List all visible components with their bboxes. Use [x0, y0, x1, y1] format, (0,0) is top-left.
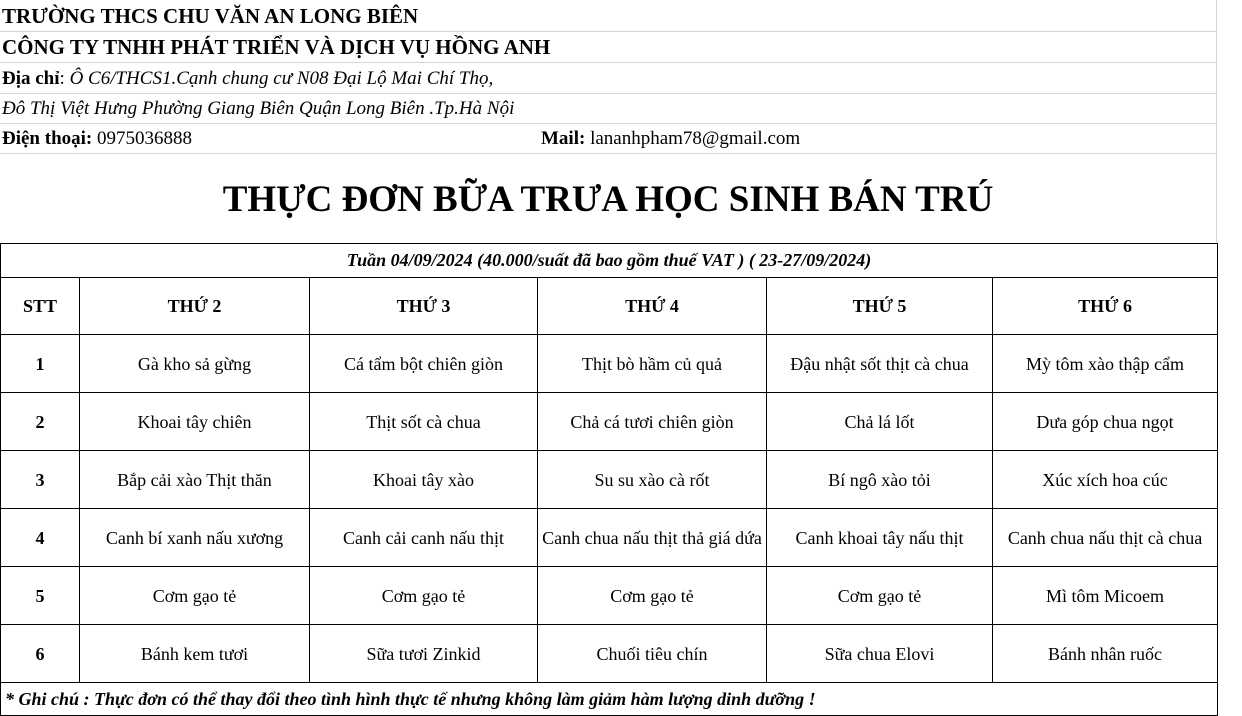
- dish-cell: Cá tẩm bột chiên giòn: [310, 335, 538, 393]
- mail-address: lananhpham78@gmail.com: [590, 128, 801, 149]
- dish-cell: Canh bí xanh nấu xương: [80, 509, 310, 567]
- school-name: TRƯỜNG THCS CHU VĂN AN LONG BIÊN: [0, 0, 1216, 32]
- company-name: CÔNG TY TNHH PHÁT TRIỂN VÀ DỊCH VỤ HỒNG ANH: [0, 32, 1216, 63]
- header-row: [1, 278, 1218, 335]
- note-text: * Ghi chú : Thực đơn có thể thay đổi theo tình hình thực tế nhưng không làm giảm hàm lượng dinh dưỡng !: [1, 683, 1218, 716]
- address-line-1: Địa chỉ: Ô C6/THCS1.Cạnh chung cư N08 Đại Lộ Mai Chí Thọ,: [0, 63, 1216, 94]
- dish-cell: Sữa chua Elovi: [767, 625, 993, 683]
- row-number: 4: [1, 509, 80, 567]
- dish-cell: Cơm gạo tẻ: [767, 567, 993, 625]
- dish-cell: Cơm gạo tẻ: [538, 567, 767, 625]
- dish-cell: Chả cá tươi chiên giòn: [538, 393, 767, 451]
- column-header-day: THỨ 5: [767, 278, 993, 335]
- column-header-day: THỨ 4: [538, 278, 767, 335]
- table-row: [1, 335, 1218, 393]
- dish-cell: Chuối tiêu chín: [538, 625, 767, 683]
- row-number: 5: [1, 567, 80, 625]
- mail-label: Mail:: [541, 128, 586, 149]
- mail-block: [541, 124, 800, 154]
- dish-cell: Canh chua nấu thịt cà chua: [993, 509, 1218, 567]
- row-number: 2: [1, 393, 80, 451]
- dish-cell: Su su xào cà rốt: [538, 451, 767, 509]
- column-header-day: THỨ 3: [310, 278, 538, 335]
- dish-cell: Thịt sốt cà chua: [310, 393, 538, 451]
- dish-cell: Canh chua nấu thịt thả giá dứa: [538, 509, 767, 567]
- week-row: [1, 244, 1218, 278]
- dish-cell: Dưa góp chua ngọt: [993, 393, 1218, 451]
- address-label: Địa chỉ: [2, 68, 60, 89]
- dish-cell: Khoai tây chiên: [80, 393, 310, 451]
- dish-cell: Đậu nhật sốt thịt cà chua: [767, 335, 993, 393]
- dish-cell: Bánh kem tươi: [80, 625, 310, 683]
- table-row: [1, 451, 1218, 509]
- week-label: Tuần 04/09/2024 (40.000/suất đã bao gồm thuế VAT ) ( 23-27/09/2024): [1, 244, 1218, 278]
- table-row: [1, 393, 1218, 451]
- dish-cell: Mì tôm Micoem: [993, 567, 1218, 625]
- phone-label: Điện thoại:: [2, 128, 93, 149]
- dish-cell: Gà kho sả gừng: [80, 335, 310, 393]
- dish-cell: Mỳ tôm xào thập cẩm: [993, 335, 1218, 393]
- phone-number: 0975036888: [97, 128, 192, 149]
- menu-table: [0, 243, 1218, 716]
- row-number: 6: [1, 625, 80, 683]
- sheet-edge: [1216, 0, 1217, 243]
- address-line-2: Đô Thị Việt Hưng Phường Giang Biên Quận Long Biên .Tp.Hà Nội: [0, 94, 1216, 124]
- dish-cell: Thịt bò hầm củ quả: [538, 335, 767, 393]
- column-header-stt: STT: [1, 278, 80, 335]
- contact-line: [0, 124, 1216, 154]
- note-row: [1, 683, 1218, 716]
- menu-title: THỰC ĐƠN BỮA TRƯA HỌC SINH BÁN TRÚ: [222, 179, 994, 220]
- dish-cell: Canh cải canh nấu thịt: [310, 509, 538, 567]
- column-header-day: THỨ 6: [993, 278, 1218, 335]
- dish-cell: Xúc xích hoa cúc: [993, 451, 1218, 509]
- dish-cell: Khoai tây xào: [310, 451, 538, 509]
- dish-cell: Cơm gạo tẻ: [80, 567, 310, 625]
- dish-cell: Bí ngô xào tỏi: [767, 451, 993, 509]
- table-row: [1, 625, 1218, 683]
- dish-cell: Sữa tươi Zinkid: [310, 625, 538, 683]
- dish-cell: Bắp cải xào Thịt thăn: [80, 451, 310, 509]
- row-number: 1: [1, 335, 80, 393]
- dish-cell: Canh khoai tây nấu thịt: [767, 509, 993, 567]
- dish-cell: Bánh nhân ruốc: [993, 625, 1218, 683]
- dish-cell: Chả lá lốt: [767, 393, 993, 451]
- address-text: Ô C6/THCS1.Cạnh chung cư N08 Đại Lộ Mai Chí Thọ,: [69, 68, 494, 89]
- table-row: [1, 509, 1218, 567]
- table-row: [1, 567, 1218, 625]
- column-header-day: THỨ 2: [80, 278, 310, 335]
- dish-cell: Cơm gạo tẻ: [310, 567, 538, 625]
- row-number: 3: [1, 451, 80, 509]
